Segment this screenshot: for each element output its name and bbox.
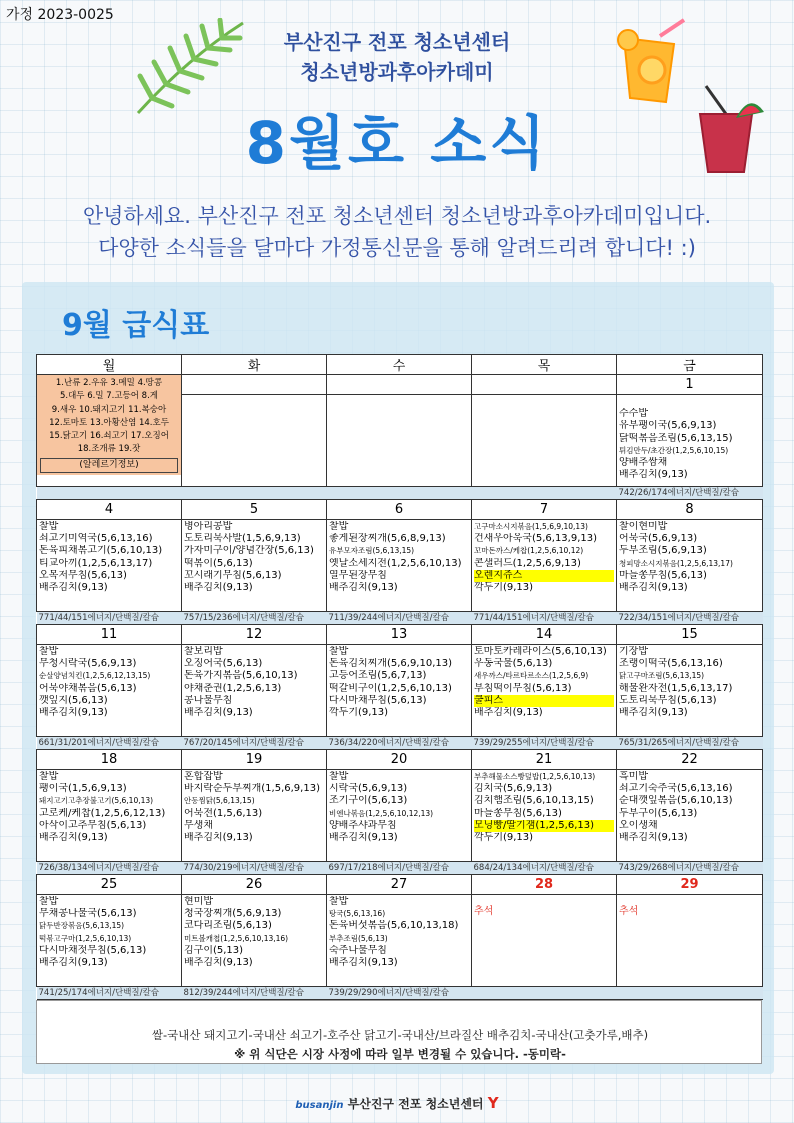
nutrition-cell: 774/30/219에너지/단백질/칼슘 [182,862,327,875]
nutrition-cell [37,487,182,500]
nutrition-row [37,487,763,500]
menu-item: 병아리콩밥 [184,521,233,532]
menu-item: 순대깻잎볶음(5,6,10,13) [619,795,733,807]
menu-item: 배추김치(9,13) [619,832,688,844]
menu-cell [617,645,763,737]
menu-item: 찰밥 [39,521,59,532]
menu-item: 청국장찌개(5,6,9,13) [184,908,282,920]
date-cell: 27 [327,875,472,895]
allergy-line: 18.조개류 19.잣 [77,444,141,455]
menu-item: 부추해물소스빵덮밥(1,2,5,6,10,13) [474,772,596,781]
nutrition-cell: 722/34/151에너지/단백질/칼슘 [617,612,763,625]
menu-item: 찰밥 [329,896,349,907]
menu-item: 시락국(5,6,9,13) [329,783,408,795]
menu-item: 두부구이(5,6,13) [619,807,698,819]
menu-cell [472,395,617,487]
program-name: 청소년방과후아카데미 [300,60,494,84]
menu-item: 고구마소시지볶음(1,5,6,9,10,13) [474,522,588,531]
menu-item: 닭떡볶음조림(5,6,13,15) [619,432,733,444]
greeting-line-1: 안녕하세요. 부산진구 전포 청소년센터 청소년방과후아카데미입니다. [82,204,712,228]
date-cell: 21 [472,750,617,770]
menu-item: 배추김치(9,13) [184,957,253,969]
menu-item: 수수밥 [619,408,648,420]
nutrition-cell: 742/26/174에너지/단백질/칼슘 [617,487,763,500]
allergy-label: (알레르기정보) [40,458,178,473]
menu-item: 아삭이고추무침(5,6,13) [39,819,147,831]
menu-item: 깍두기(9,13) [474,832,534,844]
menu-item: 배추김치(9,13) [184,832,253,844]
menu-item: 무청시락국(5,6,9,13) [39,658,137,670]
menu-cell [37,770,182,862]
menu-item: 흑미밥 [619,771,648,782]
menu-item: 돈육피채볶고기(5,6,10,13) [39,545,163,557]
menu-item: 오렌지쥬스 [474,570,614,582]
date-cell: 28 [472,875,617,895]
menu-item: 유부모자조림(5,6,13,15) [329,546,415,556]
menu-item: 혼합잡밥 [184,771,223,782]
date-cell: 29 [617,875,763,895]
menu-cell [472,520,617,612]
menu-item: 깍두기(9,13) [329,707,389,719]
nutrition-cell: 726/38/134에너지/단백질/칼슘 [37,862,182,875]
nutrition-cell: 767/20/145에너지/단백질/칼슘 [182,737,327,750]
nutrition-cell: 661/31/201에너지/단백질/칼슘 [37,737,182,750]
allergy-line: 5.대두 6.밀 7.고등어 8.게 [59,391,159,402]
menu-item: 배추김치(9,13) [619,707,688,719]
menu-cell [327,770,472,862]
date-cell: 19 [182,750,327,770]
menu-cell [472,645,617,737]
menu-item: 탕국(5,6,13,16) [329,909,386,919]
menu-item: 부침떡이무침(5,6,13) [474,682,572,694]
menu-item: 돈육버섯볶음(5,6,10,13,18) [329,920,459,932]
menu-item: 어묵국(5,6,9,13) [619,533,698,545]
allergy-line: 9.새우 10.돼지고기 11.복숭아 [51,404,167,415]
origin-info: 쌀-국내산 돼지고기-국내산 쇠고기-호주산 닭고기-국내산/브라질산 배추김치-국내산(고춧가루,배추) [151,1028,649,1042]
allergy-info [37,375,181,475]
menu-item: 배추김치(9,13) [619,469,688,481]
date-cell: 6 [327,500,472,520]
date-cell: 11 [37,625,182,645]
nutrition-cell [327,487,472,500]
menu-item: 배추김치(9,13) [39,832,108,844]
menu-cell [617,770,763,862]
menu-item: 현미밥 [184,896,213,907]
menu-cell [327,520,472,612]
nutrition-cell: 739/29/290에너지/단백질/칼슘 [327,987,472,1000]
nutrition-cell: 736/34/220에너지/단백질/칼슘 [327,737,472,750]
date-cell: 26 [182,875,327,895]
menu-item: 기장밥 [619,646,648,657]
menu-item: 배추김치(9,13) [39,707,108,719]
menu-item: 새우까스/타르타르소스(1,2,5,6,9) [474,671,589,681]
menu-item: 배추김치(9,13) [329,832,398,844]
menu-cell [37,895,182,987]
menu-item: 도토리묵무침(5,6,13) [619,694,717,706]
weekday-header: 수 [327,355,472,375]
menu-item: 티교아끼(1,2,5,6,13,17) [39,557,153,569]
menu-item: 야채춘권(1,2,5,6,13) [184,682,282,694]
menu-item: 안동찜닭(5,6,13,15) [184,796,255,806]
date-cell [472,375,617,395]
date-cell: 7 [472,500,617,520]
date-row [37,750,763,770]
date-cell: 4 [37,500,182,520]
menu-cell [617,895,763,987]
menu-item: 닭두반장볶음(5,6,13,15) [39,921,125,931]
date-cell: 1 [617,375,763,395]
date-cell [327,375,472,395]
weekday-header: 화 [182,355,327,375]
weekday-header: 금 [617,355,763,375]
allergy-cell [37,375,182,487]
nutrition-row [37,987,763,1000]
menu-item: 순살양념치킨(1,2,5,6,12,13,15) [39,671,151,681]
date-row [37,625,763,645]
menu-item: 찰밥 [39,771,59,782]
menu-item: 콩나물무침 [184,694,233,706]
menu-item: 떡볶고구마(1,2,5,6,10,13) [39,933,132,943]
menu-row [37,645,763,737]
nutrition-cell: 771/44/151에너지/단백질/칼슘 [37,612,182,625]
menu-item: 오징어국(5,6,13) [184,658,263,670]
menu-item: 닭고구마조림(5,6,13,15) [619,671,705,681]
menu-item: 마늘쫑무침(5,6,13) [474,807,562,819]
menu-item: 부추조림(5,6,13) [329,933,388,943]
nutrition-cell [182,487,327,500]
menu-cell [37,520,182,612]
nutrition-cell: 771/44/151에너지/단백질/칼슘 [472,612,617,625]
menu-item: 찰밥 [39,896,59,907]
nutrition-cell: 697/17/218에너지/단백질/칼슘 [327,862,472,875]
menu-item: 콘샐러드(1,2,5,6,9,13) [474,557,581,569]
date-cell: 12 [182,625,327,645]
change-notice: ※ 위 식단은 시장 사정에 따라 일부 변경될 수 있습니다. -동미락- [234,1047,566,1061]
menu-title: 9월 급식표 [62,308,210,343]
nutrition-cell: 812/39/244에너지/단백질/칼슘 [182,987,327,1000]
weekday-header: 월 [37,355,182,375]
menu-item: 가자미구이/양념간장(5,6,13) [184,545,314,557]
nutrition-cell: 711/39/244에너지/단백질/칼슘 [327,612,472,625]
nutrition-cell [472,487,617,500]
menu-row [37,895,763,987]
page-title: 8월호 소식 [245,109,549,177]
date-cell: 15 [617,625,763,645]
menu-item: 김치햄조림(5,6,10,13,15) [474,795,594,807]
nutrition-cell: 739/29/255에너지/단백질/칼슘 [472,737,617,750]
menu-item: 팽이국(1,5,6,9,13) [39,783,127,795]
menu-item: 어묵야채볶음(5,6,13) [39,682,137,694]
menu-item: 배추김치(9,13) [329,582,398,594]
menu-cell [182,645,327,737]
menu-item: 배추김치(9,13) [184,707,253,719]
menu-item: 돈육김치찌개(5,6,9,10,13) [329,658,453,670]
menu-item: 양배추쌈채 [619,457,668,469]
menu-item: 김치국(5,6,9,13) [474,783,553,795]
menu-item: 다시마채무침(5,6,13) [329,694,427,706]
menu-item: 두부조림(5,6,9,13) [619,545,707,557]
menu-cell [617,520,763,612]
menu-cell [37,645,182,737]
menu-item: 찰이현미밥 [619,521,668,532]
lunch-menu-table [36,354,763,1000]
menu-item: 어묵전(1,5,6,13) [184,807,263,819]
date-row [37,500,763,520]
weekday-header: 목 [472,355,617,375]
menu-item: 토마토카레라이스(5,6,10,13) [474,646,607,657]
menu-item: 떡볶이(5,6,13) [184,557,253,569]
menu-item: 조기구이(5,6,13) [329,795,408,807]
menu-item: 비엔나볶음(1,2,5,6,10,12,13) [329,808,434,818]
menu-item: 깻잎지(5,6,13) [39,694,108,706]
menu-item: 해물완자전(1,5,6,13,17) [619,682,733,694]
menu-item: 배추김치(9,13) [184,582,253,594]
menu-item: 무채콩나물국(5,6,13) [39,908,137,920]
nutrition-cell [472,987,617,1000]
menu-item: 옛날소세지전(1,2,5,6,10,13) [329,557,462,569]
date-cell: 14 [472,625,617,645]
menu-item: 오이생채 [619,819,658,831]
menu-item: 배추김치(9,13) [39,582,108,594]
menu-item: 깍두기(9,13) [474,582,534,594]
date-cell: 18 [37,750,182,770]
nutrition-cell: 684/24/134에너지/단백질/칼슘 [472,862,617,875]
allergy-line: 15.닭고기 16.쇠고기 17.오징어 [49,431,169,442]
menu-item: 건새우아욱국(5,6,13,9,13) [474,533,598,545]
menu-item: 배추김치(9,13) [474,707,543,719]
menu-item: 쇠고기숙주국(5,6,13,16) [619,783,733,795]
menu-item: 돼지고기고추장불고기(5,6,10,13) [39,796,154,806]
footer-brand-logo: busanjin [295,1100,344,1111]
menu-item: 김구이(5,13) [184,944,244,956]
menu-item: 유부팽이국(5,6,9,13) [619,420,717,432]
menu-cell [327,645,472,737]
date-row [37,375,763,395]
menu-cell [617,395,763,487]
menu-item: 떡갈비구이(1,2,5,6,10,13) [329,682,452,694]
nutrition-cell: 765/31/265에너지/단백질/칼슘 [617,737,763,750]
menu-item: 배추김치(9,13) [329,957,398,969]
youth-center-logo: Y [487,1094,499,1112]
menu-item: 쿨피스 [474,695,614,707]
menu-cell [182,895,327,987]
nutrition-row [37,862,763,875]
nutrition-cell: 741/25/174에너지/단백질/칼슘 [37,987,182,1000]
nutrition-row [37,612,763,625]
weekday-header-row [37,355,763,375]
menu-item: 양배추샤과무침 [329,819,397,831]
menu-item: 미트볼캐쳡(1,2,5,6,10,13,16) [184,933,289,943]
menu-item: 바지락순두부찌개(1,5,6,9,13) [184,783,320,795]
footer-org-name: 부산진구 전포 청소년센터 [347,1097,484,1111]
allergy-line: 1.난류 2.우유 3.메밀 4.땅콩 [55,378,163,388]
menu-item: 배추김치(9,13) [619,582,688,594]
menu-item: 돈육가지볶음(5,6,10,13) [184,670,298,682]
menu-cell [472,895,617,987]
menu-item: 모닝빵/딸기잼(1,2,5,6,13) [474,820,614,832]
menu-item: 찰밥 [329,771,349,782]
menu-item: 숙주나물무침 [329,944,387,956]
date-cell: 5 [182,500,327,520]
menu-item: 튀김만두/초간장(1,2,5,6,10,15) [619,445,729,455]
menu-item: 찰밥 [39,646,59,657]
menu-item: 고로케/케찹(1,2,5,6,12,13) [39,807,166,819]
nutrition-cell: 757/15/236에너지/단백질/칼슘 [182,612,327,625]
menu-body [37,375,763,1000]
date-cell: 20 [327,750,472,770]
document-number: 가정 2023-0025 [6,7,114,23]
menu-row [37,520,763,612]
footer [0,1094,794,1112]
date-cell: 13 [327,625,472,645]
menu-item: 코다리조림(5,6,13) [184,920,272,932]
menu-item: 찰보리밥 [184,646,223,657]
date-cell: 8 [617,500,763,520]
menu-item: 찰밥 [329,646,349,657]
org-name: 부산진구 전포 청소년센터 [283,30,511,54]
menu-item: 마늘쫑무침(5,6,13) [619,569,707,581]
greeting-line-2: 다양한 소식들을 달마다 가정통신문을 통해 알려드리려 합니다! :) [98,236,696,260]
origin-notice-box [36,1000,762,1064]
menu-item: 배추김치(9,13) [39,957,108,969]
holiday-label: 추석 [619,906,639,917]
menu-item: 조랭이떡국(5,6,13,16) [619,658,723,670]
menu-item: 꼬시래기무침(5,6,13) [184,569,282,581]
menu-row [37,770,763,862]
menu-cell [182,395,327,487]
date-cell: 22 [617,750,763,770]
menu-cell [327,395,472,487]
menu-item: 꼬마돈까스/케찹(1,2,5,6,10,12) [474,546,584,556]
nutrition-row [37,737,763,750]
menu-item [619,396,760,408]
date-row [37,875,763,895]
allergy-line: 12.토마토 13.아황산염 14.호두 [49,417,169,428]
menu-cell [472,770,617,862]
menu-item: 도토리묵사발(1,5,6,9,13) [184,533,301,545]
menu-item: 쇠고기미역국(5,6,13,16) [39,533,153,545]
menu-item: 고등어조림(5,6,7,13) [329,670,427,682]
menu-item: 찰밥 [329,521,349,532]
date-cell: 25 [37,875,182,895]
menu-cell [182,770,327,862]
menu-item: 다시마채젓무침(5,6,13) [39,944,147,956]
menu-item: 열무된장무침 [329,569,387,581]
nutrition-cell: 743/29/268에너지/단백질/칼슘 [617,862,763,875]
date-cell [182,375,327,395]
nutrition-cell [617,987,763,1000]
menu-item: 청피망소시지볶음(1,2,5,6,13,17) [619,558,733,568]
menu-item: 우동국물(5,6,13) [474,658,553,670]
holiday-label: 추석 [474,906,494,917]
menu-item: 오목저무침(5,6,13) [39,569,127,581]
menu-item: 무생채 [184,819,213,831]
menu-cell [327,895,472,987]
menu-cell [182,520,327,612]
menu-item: 좋게된장찌개(5,6,8,9,13) [329,533,446,545]
